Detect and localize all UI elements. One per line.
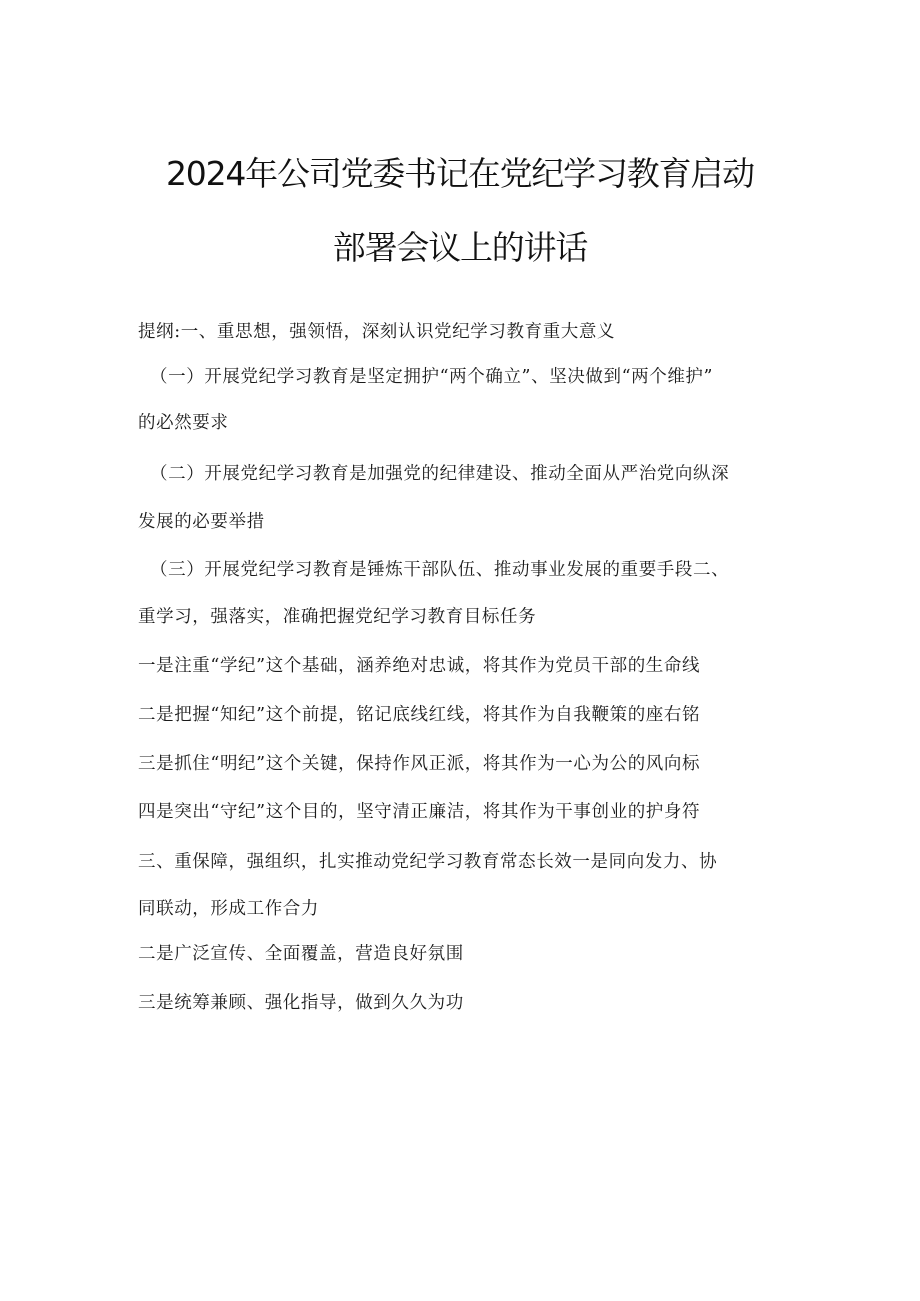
outline-heading: 提纲:一、重思想，强领悟，深刻认识党纪学习教育重大意义 xyxy=(138,322,616,342)
outline-item-1-cont: 的必然要求 xyxy=(138,413,229,433)
document-title-line-2: 部署会议上的讲话 xyxy=(332,228,588,267)
outline-point-2: 二是把握“知纪”这个前提，铭记底线红线，将其作为自我鞭策的座右铭 xyxy=(138,705,701,725)
outline-item-3-cont: 重学习，强落实，准确把握党纪学习教育目标任务 xyxy=(138,607,537,627)
outline-item-1: （一）开展党纪学习教育是坚定拥护“两个确立”、坚决做到“两个维护” xyxy=(150,367,714,387)
outline-section-3: 三、重保障，强组织，扎实推动党纪学习教育常态长效一是同向发力、协 xyxy=(138,852,718,872)
document-title-line-1: 2024年公司党委书记在党纪学习教育启动 xyxy=(166,154,754,193)
outline-item-2-cont: 发展的必要举措 xyxy=(138,512,265,532)
outline-section-3-point-3: 三是统筹兼顾、强化指导，做到久久为功 xyxy=(138,993,464,1013)
outline-item-3: （三）开展党纪学习教育是锤炼干部队伍、推动事业发展的重要手段二、 xyxy=(150,560,730,580)
outline-item-2: （二）开展党纪学习教育是加强党的纪律建设、推动全面从严治党向纵深 xyxy=(150,464,730,484)
outline-section-3-point-2: 二是广泛宣传、全面覆盖，营造良好氛围 xyxy=(138,944,464,964)
outline-point-3: 三是抓住“明纪”这个关键，保持作风正派，将其作为一心为公的风向标 xyxy=(138,754,701,774)
outline-point-1: 一是注重“学纪”这个基础，涵养绝对忠诚，将其作为党员干部的生命线 xyxy=(138,656,701,676)
outline-section-3-cont: 同联动，形成工作合力 xyxy=(138,899,319,919)
outline-point-4: 四是突出“守纪”这个目的，坚守清正廉洁，将其作为干事创业的护身符 xyxy=(138,802,701,822)
